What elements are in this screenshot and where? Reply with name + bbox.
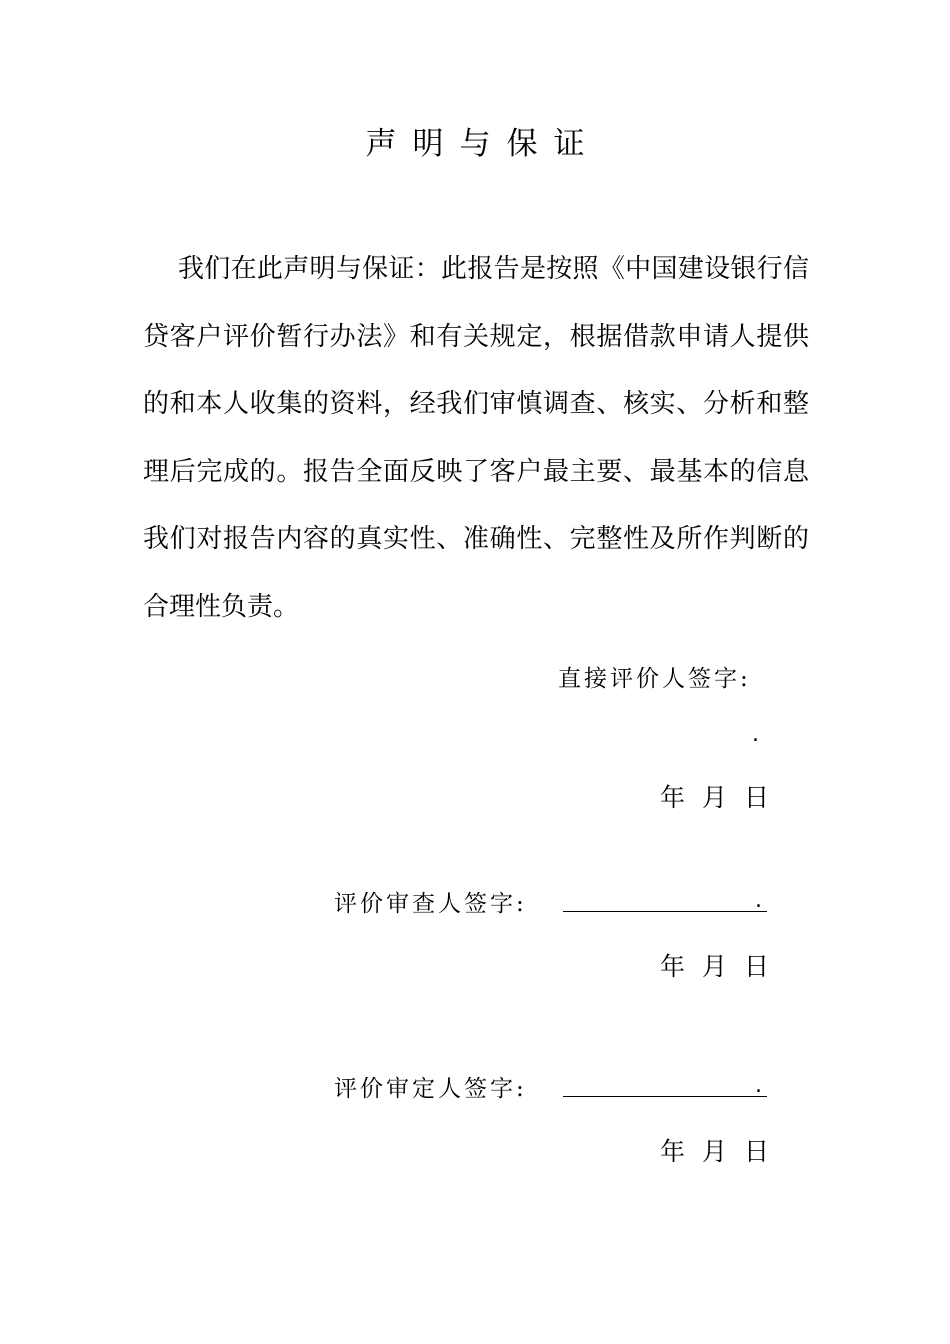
page-title: 声明与保证 xyxy=(365,126,601,162)
date-day-label: 日 xyxy=(744,1137,773,1166)
approval-evaluator-signature-label: 评价审定人签字: xyxy=(334,1076,527,1102)
date-day-label: 日 xyxy=(744,952,773,981)
date-month-label: 月 xyxy=(702,952,731,981)
date-month-label: 月 xyxy=(702,783,731,812)
date-month-label: 月 xyxy=(702,1137,731,1166)
approval-evaluator-date xyxy=(660,1132,772,1168)
date-day-label: 日 xyxy=(744,783,773,812)
review-evaluator-signature-end-mark: . xyxy=(755,888,762,913)
date-year-label: 年 xyxy=(660,1137,689,1166)
direct-evaluator-signature-label: 直接评价人签字: xyxy=(558,666,751,692)
review-evaluator-date xyxy=(660,947,772,983)
direct-evaluator-signature-end-mark: . xyxy=(752,722,759,747)
approval-evaluator-signature-line[interactable] xyxy=(563,1096,767,1097)
review-evaluator-signature-label: 评价审查人签字: xyxy=(334,891,527,917)
date-year-label: 年 xyxy=(660,952,689,981)
direct-evaluator-date xyxy=(660,778,772,814)
review-evaluator-signature-line[interactable] xyxy=(563,911,767,912)
approval-evaluator-signature-end-mark: . xyxy=(755,1073,762,1098)
declaration-paragraph: 我们在此声明与保证：此报告是按照《中国建设银行信贷客户评价暂行办法》和有关规定，根据借款申请人提供的和本人收集的资料，经我们审慎调查、核实、分析和整理后完成的。报告全面反映了客户最主要、最基本的信息我们对报告内容的真实性、准确性、完整性及所作判断的合理性负责。 xyxy=(143,254,809,622)
date-year-label: 年 xyxy=(660,783,689,812)
